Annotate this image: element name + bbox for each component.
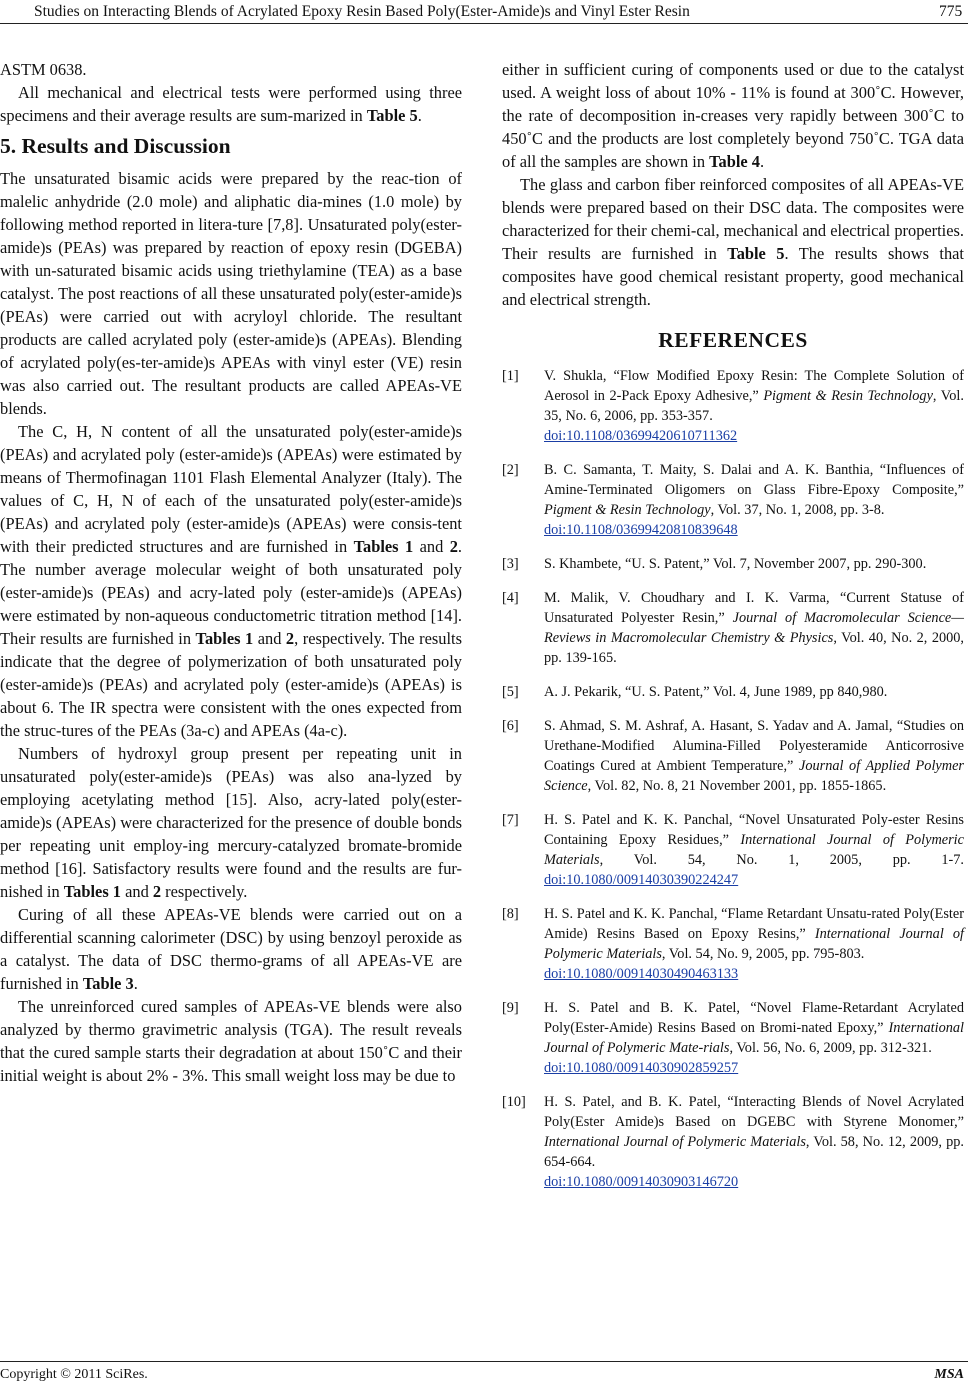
paragraph-astm: ASTM 0638. [0, 60, 87, 79]
reference-item [502, 904, 964, 984]
reference-list [502, 366, 964, 1192]
paragraph-analysis: The C, H, N content of all the unsaturated poly(ester-amide)s (PEAs) and acrylated poly (ester-amide)s (APEAs) were estimated by means of Thermofinagan 1101 Flash Elemental Analyzer (Italy). The values of C, H, N of each of the unsaturated poly(ester-amide)s (PEAs) and acrylated poly (ester-amide)s (APEAs) were consis-tent with their predicted structures and are furnished in Tables 1 and 2. The number average molecular weight of both unsaturated poly (ester-amide)s (PEAs) and acry-lated poly (ester-amide)s (APEAs) were estimated by non-aqueous conductometric titration method [14]. Their results are furnished in Tables 1 and 2, respectively. The results indicate that the degree of polymerization of both unsaturated poly (ester-amide)s (PEAs) and acrylated poly (ester-amide)s (APEAs) is about 6. The IR spectra were consistent with the ones expected from the struc-tures of the PEAs (3a-c) and APEAs (4a-c). [0, 422, 462, 740]
reference-item [502, 682, 964, 702]
reference-number: [6] [502, 718, 519, 734]
reference-item [502, 460, 964, 540]
page-number: 775 [939, 3, 963, 20]
doi-link[interactable]: doi:10.1080/00914030390224247 [544, 872, 739, 888]
copyright-text: Copyright © 2011 SciRes. [0, 1367, 148, 1382]
reference-item [502, 810, 964, 890]
doi-link[interactable]: doi:10.1080/00914030902859257 [544, 1060, 739, 1076]
reference-number: [3] [502, 556, 519, 572]
paragraph-weight-loss: either in sufficient curing of components used or due to the catalyst used. A weight loss of about 10% - 11% is found at 300˚C. However, the rate of decomposition in-creases very rapidly between 300˚C to 450˚C and the products are lost completely beyond 750˚C. TGA data of all the samples are shown in Table 4. [502, 60, 964, 171]
reference-text: V. Shukla, “Flow Modified Epoxy Resin: The Complete Solution of Aerosol in 2-Pack Epoxy Adhesive,” Pigment & Resin Technology, Vol. 35, No. 6, 2006, pp. 353-357. doi:10.1108/03699420610711362 [544, 368, 964, 444]
left-column [0, 58, 462, 1087]
reference-item [502, 1092, 964, 1192]
paragraph-synthesis: The unsaturated bisamic acids were prepared by the reac-tion of malelic anhydride (2.0 mole) and aliphatic dia-mines (1.0 mole) by following method reported in litera-ture [7,8]. Unsaturated poly(ester-amide)s (PEAs) was prepared by reaction of epoxy resin (DGEBA) with un-saturated bisamic acids using triethylamine (TEA) as a base catalyst. The post reactions of all these unsaturated poly(ester-amide)s (PEAs) were carried out with acryloyl chloride. The resultant products are called acrylated poly (ester-amide)s (APEAs). Blending of acrylated poly(es-ter-amide)s APEAs with vinyl ester (VE) resin was also carried out. The resultant products are called APEAs-VE blends. [0, 169, 462, 418]
doi-link[interactable]: doi:10.1108/03699420810839648 [544, 522, 738, 538]
reference-number: [7] [502, 812, 519, 828]
reference-number: [2] [502, 462, 519, 478]
reference-item [502, 716, 964, 796]
doi-link[interactable]: doi:10.1108/03699420610711362 [544, 428, 738, 444]
reference-text: A. J. Pekarik, “U. S. Patent,” Vol. 4, June 1989, pp 840,980. [544, 684, 888, 700]
paragraph-tests: All mechanical and electrical tests were performed using three specimens and their average results are sum-marized in Table 5. [0, 83, 462, 125]
paragraph-tga: The unreinforced cured samples of APEAs-VE blends were also analyzed by thermo gravimetric analysis (TGA). The result reveals that the cured sample starts their degradation at about 150˚C and their initial weight is about 2% - 3%. This small weight loss may be due to [0, 997, 462, 1085]
reference-number: [1] [502, 368, 519, 384]
reference-text: S. Khambete, “U. S. Patent,” Vol. 7, November 2007, pp. 290-300. [544, 556, 927, 572]
paragraph-hydroxyl: Numbers of hydroxyl group present per repeating unit in unsaturated poly(ester-amide)s (PEAs) was also ana-lyzed by employing acetylating method [15]. Also, acry-lated poly(ester-amide)s (APEAs) were characterized for the presence of double bonds per repeating unit employ-ing mercury-catalyzed bromate-bromide method [16]. Satisfactory results were found and the results are fur-nished in Tables 1 and 2 respectively. [0, 744, 462, 901]
right-column [502, 58, 964, 1206]
reference-item [502, 998, 964, 1078]
reference-number: [5] [502, 684, 519, 700]
reference-text: H. S. Patel, and B. K. Patel, “Interacting Blends of Novel Acrylated Poly(Ester Amide)s Based on DGEBC with Styrene Monomer,” International Journal of Polymeric Materials, Vol. 58, No. 12, 2009, pp. 654-664. doi:10.1080/00914030903146720 [544, 1094, 964, 1190]
reference-text: S. Ahmad, S. M. Ashraf, A. Hasant, S. Yadav and A. Jamal, “Studies on Urethane-Modified Alumina-Filled Polyesteramide Anticorrosive Coatings Cured at Ambient Temperature,” Journal of Applied Polymer Science, Vol. 82, No. 8, 21 November 2001, pp. 1855-1865. [544, 718, 964, 794]
reference-item [502, 366, 964, 446]
reference-text: H. S. Patel and B. K. Patel, “Novel Flame-Retardant Acrylated Poly(Ester-Amide) Resins Based on Bromi-nated Epoxy,” International Journal of Polymeric Mate-rials, Vol. 56, No. 6, 2009, pp. 312-321. doi:10.1080/00914030902859257 [544, 1000, 964, 1076]
references-heading: REFERENCES [658, 328, 808, 352]
paragraph-curing: Curing of all these APEAs-VE blends were carried out on a differential scanning calorimeter (DSC) by using benzoyl peroxide as a catalyst. The data of DSC thermo-grams of all APEAs-VE are furnished in Table 3. [0, 905, 462, 993]
doi-link[interactable]: doi:10.1080/00914030903146720 [544, 1174, 739, 1190]
doi-link[interactable]: doi:10.1080/00914030490463133 [544, 966, 739, 982]
reference-number: [8] [502, 906, 519, 922]
reference-number: [4] [502, 590, 519, 606]
reference-text: H. S. Patel and K. K. Panchal, “Flame Retardant Unsatu-rated Poly(Ester Amide) Resins Based on Epoxy Resins,” International Journal of Polymeric Materials, Vol. 54, No. 9, 2005, pp. 795-803. doi:10.1080/00914030490463133 [544, 906, 964, 982]
reference-text: B. C. Samanta, T. Maity, S. Dalai and A. K. Banthia, “Influences of Amine-Terminated Oligomers on Glass Fibre-Epoxy Composite,” Pigment & Resin Technology, Vol. 37, No. 1, 2008, pp. 3-8. doi:10.1108/03699420810839648 [544, 462, 964, 538]
reference-text: H. S. Patel and K. K. Panchal, “Novel Unsaturated Poly-ester Resins Containing Epoxy Residues,” International Journal of Polymeric Materials, Vol. 54, No. 1, 2005, pp. 1-7. doi:10.1080/00914030390224247 [544, 812, 964, 888]
reference-number: [9] [502, 1000, 519, 1016]
reference-item [502, 554, 964, 574]
running-title: Studies on Interacting Blends of Acrylated Epoxy Resin Based Poly(Ester-Amide)s and Vinyl Ester Resin [34, 3, 690, 20]
reference-number: [10] [502, 1094, 526, 1110]
footer-rule [0, 1361, 968, 1362]
page-header [0, 0, 968, 22]
paragraph-composites: The glass and carbon fiber reinforced composites of all APEAs-VE blends were prepared based on their DSC data. The composites were characterized for their chemi-cal, mechanical and electrical properties. Their results are furnished in Table 5. The results shows that composites have good chemical resistant property, good mechanical and electrical strength. [502, 175, 964, 309]
journal-abbrev: MSA [934, 1367, 964, 1382]
reference-item [502, 588, 964, 668]
section-heading: 5. Results and Discussion [0, 134, 231, 158]
reference-text: M. Malik, V. Choudhary and I. K. Varma, “Current Statuse of Unsaturated Polyester Resin,” Journal of Macromolecular Science—Reviews in Macromolecular Chemistry & Physics, Vol. 40, No. 2, 2000, pp. 139-165. [544, 590, 964, 666]
header-rule [0, 23, 968, 24]
